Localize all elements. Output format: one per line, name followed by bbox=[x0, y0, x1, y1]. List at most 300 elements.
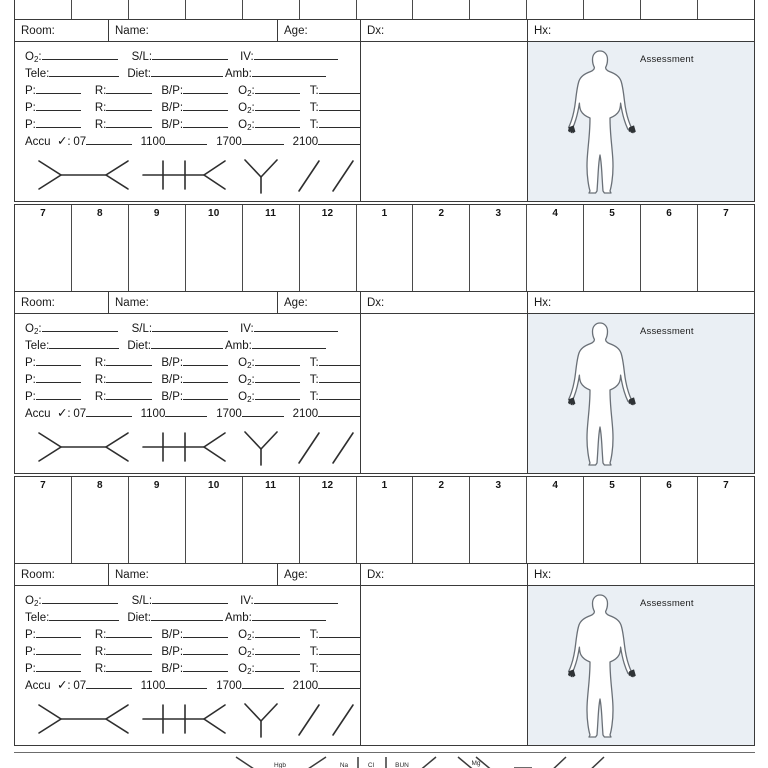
write-in-rule[interactable] bbox=[151, 337, 223, 349]
body-figure-wrap-1 bbox=[562, 48, 638, 201]
write-in-rule[interactable] bbox=[183, 626, 228, 638]
write-in-rule[interactable] bbox=[152, 320, 228, 332]
assessment-label-2: Assessment bbox=[640, 326, 694, 337]
bmp-fishbone-right bbox=[204, 161, 225, 189]
field-dx[interactable] bbox=[361, 292, 528, 313]
vitals-line-2 bbox=[25, 65, 360, 82]
vitals-signs-row-2 bbox=[25, 371, 360, 388]
vitals-block bbox=[15, 314, 360, 467]
hour-label: 5 bbox=[609, 208, 616, 219]
write-in-rule[interactable] bbox=[319, 99, 360, 111]
hour-grid-1 bbox=[14, 204, 755, 292]
vs-label-BP-row3: B/P: bbox=[161, 119, 184, 131]
vs-label-P-row3: P: bbox=[25, 119, 36, 131]
accu-colon: : bbox=[67, 408, 71, 420]
field-label-age: Age: bbox=[284, 568, 308, 581]
hour-cell-3-8[interactable] bbox=[470, 0, 527, 19]
slash-2 bbox=[333, 433, 353, 463]
hour-label: 7 bbox=[40, 208, 46, 219]
hour-label: 7 bbox=[723, 208, 729, 219]
vs-label-T-row3: T: bbox=[309, 119, 319, 131]
hour-cell-5-10[interactable] bbox=[584, 477, 641, 563]
write-in-rule[interactable] bbox=[36, 116, 81, 128]
accu-time-2100: 2100 bbox=[292, 408, 319, 420]
slash-1 bbox=[299, 161, 319, 191]
write-in-rule[interactable] bbox=[242, 133, 284, 145]
hour-cell-6-11[interactable] bbox=[641, 205, 698, 291]
label-O-vitals-line-1: $O_2$: bbox=[25, 595, 42, 608]
hour-cell-4-9[interactable] bbox=[527, 205, 584, 291]
vitals-block bbox=[15, 586, 360, 739]
patient-header-row bbox=[14, 564, 755, 586]
accu-time-07: 07 bbox=[73, 136, 87, 148]
accu-time-1100: 1100 bbox=[140, 680, 166, 692]
lab-fishbone-strip bbox=[25, 699, 360, 739]
vs-label-R-row3: R: bbox=[94, 391, 107, 403]
write-in-rule[interactable] bbox=[36, 626, 81, 638]
hour-label: 4 bbox=[552, 480, 559, 491]
write-in-rule[interactable] bbox=[106, 354, 151, 366]
vs-label-T-row1: T: bbox=[309, 629, 319, 641]
label-IV-vitals-line-1: IV: bbox=[240, 323, 254, 335]
hour-grid bbox=[14, 0, 755, 20]
hour-cell-6-11[interactable] bbox=[641, 0, 698, 19]
field-label-name: Name: bbox=[115, 296, 149, 309]
hour-label: 2 bbox=[438, 480, 445, 491]
field-label-hx: Hx: bbox=[534, 296, 552, 309]
vitals-signs-row-2 bbox=[25, 99, 360, 116]
write-in-rule[interactable] bbox=[183, 354, 228, 366]
cbc-arm-upper-right bbox=[308, 757, 326, 768]
accu-label: Accu bbox=[25, 136, 51, 148]
bottom-lab-strip bbox=[14, 752, 755, 768]
hour-cell-1-6[interactable] bbox=[357, 205, 414, 291]
field-label-room: Room: bbox=[21, 568, 55, 581]
label-Amb-vitals-line-2: Amb: bbox=[224, 340, 252, 352]
vs-label-R-row2: R: bbox=[94, 646, 107, 658]
write-in-rule[interactable] bbox=[319, 626, 360, 638]
hour-cell-2-7[interactable] bbox=[413, 0, 470, 19]
write-in-rule[interactable] bbox=[165, 677, 207, 689]
accu-label: Accu bbox=[25, 680, 51, 692]
write-in-rule[interactable] bbox=[255, 371, 300, 383]
vs-label-BP-row3: B/P: bbox=[161, 391, 184, 403]
coag-y-arms bbox=[245, 432, 277, 449]
write-in-rule[interactable] bbox=[36, 371, 81, 383]
assessment-label-3: Assessment bbox=[640, 598, 694, 609]
label-bun: BUN bbox=[395, 762, 409, 768]
label-SL-vitals-line-1: S/L: bbox=[131, 323, 153, 335]
hour-cell-12-5[interactable] bbox=[300, 0, 357, 19]
field-label-dx: Dx: bbox=[367, 296, 385, 309]
body-silhouette bbox=[569, 595, 632, 737]
accu-time-1700: 1700 bbox=[216, 680, 242, 692]
vs-label-O2-row1: $O_2$: bbox=[238, 629, 255, 642]
field-dx[interactable] bbox=[361, 564, 528, 585]
bmp-fishbone-right bbox=[204, 433, 225, 461]
dx-notes-area-1[interactable] bbox=[361, 42, 528, 201]
write-in-rule[interactable] bbox=[106, 626, 151, 638]
hour-cell-9-2[interactable] bbox=[129, 477, 186, 563]
check-icon: ✓ bbox=[56, 406, 68, 420]
write-in-rule[interactable] bbox=[319, 371, 360, 383]
hour-cell-3-8[interactable] bbox=[470, 205, 527, 291]
hour-label: 12 bbox=[321, 208, 334, 219]
hour-label: 9 bbox=[153, 480, 160, 491]
vs-label-T-row2: T: bbox=[309, 374, 319, 386]
hour-label: 10 bbox=[207, 480, 220, 491]
subscript: 2 bbox=[247, 361, 252, 370]
subscript: 2 bbox=[247, 395, 252, 404]
write-in-rule[interactable] bbox=[255, 354, 300, 366]
hour-cell-10-3[interactable] bbox=[186, 0, 243, 19]
vitals-signs-row-1 bbox=[25, 626, 360, 643]
write-in-rule[interactable] bbox=[255, 643, 300, 655]
vs-label-P-row3: P: bbox=[25, 391, 36, 403]
accu-check-line bbox=[25, 133, 360, 150]
bun-slash bbox=[418, 757, 436, 768]
vs-label-P-row2: P: bbox=[25, 102, 36, 114]
vs-label-R-row2: R: bbox=[94, 374, 107, 386]
write-in-rule[interactable] bbox=[49, 609, 119, 621]
write-in-rule[interactable] bbox=[151, 65, 223, 77]
assessment-area-1[interactable] bbox=[528, 42, 754, 201]
vs-label-O2-row1: $O_2$: bbox=[238, 85, 255, 98]
write-in-rule[interactable] bbox=[318, 677, 360, 689]
patient-block-2 bbox=[14, 292, 755, 474]
write-in-rule[interactable] bbox=[86, 133, 131, 145]
write-in-rule[interactable] bbox=[36, 99, 81, 111]
write-in-rule[interactable] bbox=[106, 82, 151, 94]
vs-label-O2-row2: $O_2$: bbox=[238, 646, 255, 659]
hour-cell-10-3[interactable] bbox=[186, 477, 243, 563]
write-in-rule[interactable] bbox=[319, 354, 360, 366]
label-Tele-vitals-line-2: Tele: bbox=[25, 612, 50, 624]
hour-cell-11-4[interactable] bbox=[243, 205, 300, 291]
write-in-rule[interactable] bbox=[183, 99, 228, 111]
hour-cell-7-12[interactable] bbox=[698, 205, 754, 291]
label-na: Na bbox=[339, 762, 349, 768]
write-in-rule[interactable] bbox=[183, 388, 228, 400]
field-room[interactable] bbox=[15, 20, 109, 41]
hour-cell-7-0[interactable] bbox=[15, 205, 72, 291]
hour-label: 12 bbox=[321, 480, 334, 491]
write-in-rule[interactable] bbox=[242, 677, 284, 689]
write-in-rule[interactable] bbox=[254, 592, 338, 604]
hour-cell-12-5[interactable] bbox=[300, 205, 357, 291]
subscript: 2 bbox=[247, 633, 252, 642]
vs-label-BP-row1: B/P: bbox=[161, 85, 184, 97]
lab-fishbone-strip bbox=[25, 155, 360, 195]
write-in-rule[interactable] bbox=[106, 643, 151, 655]
lab-fishbone-group[interactable] bbox=[33, 699, 365, 739]
check-icon: ✓ bbox=[56, 134, 68, 148]
hour-cell-3-8[interactable] bbox=[470, 477, 527, 563]
cbc-fishbone-right bbox=[106, 161, 128, 189]
vitals-column-1 bbox=[15, 42, 361, 201]
write-in-rule[interactable] bbox=[42, 592, 118, 604]
patient-body-row-1 bbox=[14, 42, 755, 202]
patient-header-row bbox=[14, 20, 755, 42]
vs-label-BP-row2: B/P: bbox=[161, 374, 184, 386]
field-label-age: Age: bbox=[284, 296, 308, 309]
hour-cell-7-12[interactable] bbox=[698, 0, 754, 19]
cbc-fishbone-left bbox=[39, 433, 61, 461]
slash-a bbox=[548, 757, 566, 768]
accu-time-1100: 1100 bbox=[140, 136, 166, 148]
write-in-rule[interactable] bbox=[183, 82, 228, 94]
write-in-rule[interactable] bbox=[319, 643, 360, 655]
label-Diet-vitals-line-2: Diet: bbox=[127, 340, 151, 352]
field-label-dx: Dx: bbox=[367, 568, 385, 581]
hour-cell-7-0[interactable] bbox=[15, 0, 72, 19]
vitals-column-3 bbox=[15, 586, 361, 745]
subscript: 2 bbox=[33, 327, 39, 336]
field-label-room: Room: bbox=[21, 24, 55, 37]
assessment-area-3[interactable] bbox=[528, 586, 754, 745]
vitals-line-1 bbox=[25, 48, 360, 65]
vitals-line-1 bbox=[25, 592, 360, 609]
write-in-rule[interactable] bbox=[318, 133, 360, 145]
write-in-rule[interactable] bbox=[252, 609, 326, 621]
vitals-line-1 bbox=[25, 320, 360, 337]
vs-label-O2-row1: $O_2$: bbox=[238, 357, 255, 370]
vs-label-R-row1: R: bbox=[94, 629, 107, 641]
hour-cell-5-10[interactable] bbox=[584, 205, 641, 291]
hour-cell-9-2[interactable] bbox=[129, 0, 186, 19]
write-in-rule[interactable] bbox=[36, 354, 81, 366]
lab-fishbone-group[interactable] bbox=[33, 155, 365, 195]
hour-label: 6 bbox=[666, 480, 672, 491]
write-in-rule[interactable] bbox=[152, 592, 228, 604]
dx-notes-area-2[interactable] bbox=[361, 314, 528, 473]
label-Amb-vitals-line-2: Amb: bbox=[224, 68, 252, 80]
vs-label-O2-row3: $O_2$: bbox=[238, 663, 255, 676]
accu-colon: : bbox=[67, 136, 71, 148]
accu-time-1700: 1700 bbox=[216, 408, 242, 420]
slash-1 bbox=[299, 705, 319, 735]
vitals-block bbox=[15, 42, 360, 195]
lab-fishbone-group[interactable] bbox=[33, 427, 365, 467]
vs-label-O2-row2: $O_2$: bbox=[238, 102, 255, 115]
bmp-fishbone-right bbox=[204, 705, 225, 733]
hour-cell-11-4[interactable] bbox=[243, 477, 300, 563]
field-age[interactable] bbox=[278, 20, 361, 41]
field-name[interactable] bbox=[109, 20, 278, 41]
hour-label: 11 bbox=[265, 208, 277, 219]
vs-label-BP-row2: B/P: bbox=[161, 102, 184, 114]
hour-label: 3 bbox=[495, 480, 502, 491]
subscript: 2 bbox=[33, 55, 39, 64]
field-label-name: Name: bbox=[115, 24, 149, 37]
write-in-rule[interactable] bbox=[254, 320, 338, 332]
hour-cell-8-1[interactable] bbox=[72, 477, 129, 563]
write-in-rule[interactable] bbox=[106, 371, 151, 383]
write-in-rule[interactable] bbox=[86, 677, 131, 689]
hour-cell-4-9[interactable] bbox=[527, 477, 584, 563]
write-in-rule[interactable] bbox=[49, 65, 119, 77]
hour-label: 5 bbox=[609, 480, 616, 491]
write-in-rule[interactable] bbox=[319, 82, 360, 94]
write-in-rule[interactable] bbox=[36, 82, 81, 94]
body-figure-wrap-3 bbox=[562, 592, 638, 745]
hour-cell-6-11[interactable] bbox=[641, 477, 698, 563]
write-in-rule[interactable] bbox=[86, 405, 131, 417]
field-label-room: Room: bbox=[21, 296, 55, 309]
field-name[interactable] bbox=[109, 564, 278, 585]
write-in-rule[interactable] bbox=[42, 320, 118, 332]
write-in-rule[interactable] bbox=[36, 660, 81, 672]
human-body-outline-icon bbox=[562, 592, 638, 740]
subscript: 2 bbox=[247, 106, 252, 115]
patient-block-3 bbox=[14, 564, 755, 746]
hour-cell-12-5[interactable] bbox=[300, 477, 357, 563]
assessment-area-2[interactable] bbox=[528, 314, 754, 473]
slash-b bbox=[586, 757, 604, 768]
accu-check-line bbox=[25, 677, 360, 694]
field-hx[interactable] bbox=[528, 292, 754, 313]
hour-cell-1-6[interactable] bbox=[357, 0, 414, 19]
write-in-rule[interactable] bbox=[252, 337, 326, 349]
vs-label-R-row3: R: bbox=[94, 663, 107, 675]
bottom-fishbone-svg bbox=[14, 752, 755, 768]
write-in-rule[interactable] bbox=[151, 609, 223, 621]
write-in-rule[interactable] bbox=[106, 99, 151, 111]
hour-cell-1-6[interactable] bbox=[357, 477, 414, 563]
hour-grid bbox=[14, 204, 755, 292]
write-in-rule[interactable] bbox=[152, 48, 228, 60]
hour-label: 7 bbox=[40, 480, 46, 491]
field-label-age: Age: bbox=[284, 24, 308, 37]
write-in-rule[interactable] bbox=[106, 116, 151, 128]
vs-label-O2-row3: $O_2$: bbox=[238, 391, 255, 404]
accu-colon: : bbox=[67, 680, 71, 692]
hour-cell-8-1[interactable] bbox=[72, 205, 129, 291]
write-in-rule[interactable] bbox=[106, 388, 151, 400]
write-in-rule[interactable] bbox=[254, 48, 338, 60]
write-in-rule[interactable] bbox=[255, 82, 300, 94]
vitals-signs-row-3 bbox=[25, 388, 360, 405]
vitals-signs-row-3 bbox=[25, 116, 360, 133]
hour-cell-10-3[interactable] bbox=[186, 205, 243, 291]
write-in-rule[interactable] bbox=[36, 643, 81, 655]
vs-label-BP-row1: B/P: bbox=[161, 629, 184, 641]
field-room[interactable] bbox=[15, 292, 109, 313]
write-in-rule[interactable] bbox=[42, 48, 118, 60]
hour-cell-8-1[interactable] bbox=[72, 0, 129, 19]
body-silhouette bbox=[569, 51, 632, 193]
vs-label-T-row2: T: bbox=[309, 646, 319, 658]
dx-notes-area-3[interactable] bbox=[361, 586, 528, 745]
label-Diet-vitals-line-2: Diet: bbox=[127, 68, 151, 80]
write-in-rule[interactable] bbox=[252, 65, 326, 77]
vs-label-R-row1: R: bbox=[94, 85, 107, 97]
write-in-rule[interactable] bbox=[183, 643, 228, 655]
vitals-line-2 bbox=[25, 609, 360, 626]
patient-header-row bbox=[14, 292, 755, 314]
hour-label: 10 bbox=[207, 208, 220, 219]
field-name[interactable] bbox=[109, 292, 278, 313]
field-label-hx: Hx: bbox=[534, 24, 552, 37]
cbc-fishbone-left bbox=[39, 705, 61, 733]
field-age[interactable] bbox=[278, 292, 361, 313]
hour-label: 7 bbox=[723, 480, 729, 491]
subscript: 2 bbox=[247, 650, 252, 659]
human-body-outline-icon bbox=[562, 48, 638, 196]
hour-cell-5-10[interactable] bbox=[584, 0, 641, 19]
accu-time-07: 07 bbox=[73, 408, 87, 420]
write-in-rule[interactable] bbox=[255, 388, 300, 400]
write-in-rule[interactable] bbox=[319, 660, 360, 672]
hour-cell-2-7[interactable] bbox=[413, 477, 470, 563]
field-hx[interactable] bbox=[528, 564, 754, 585]
vs-label-T-row2: T: bbox=[309, 102, 319, 114]
hour-label: 1 bbox=[381, 480, 388, 491]
vs-label-BP-row1: B/P: bbox=[161, 357, 184, 369]
write-in-rule[interactable] bbox=[183, 660, 228, 672]
hour-cell-4-9[interactable] bbox=[527, 0, 584, 19]
field-dx[interactable] bbox=[361, 20, 528, 41]
vs-label-P-row1: P: bbox=[25, 629, 36, 641]
vs-label-T-row1: T: bbox=[309, 85, 319, 97]
body-silhouette bbox=[569, 323, 632, 465]
hour-label: 6 bbox=[666, 208, 672, 219]
write-in-rule[interactable] bbox=[36, 388, 81, 400]
hour-cell-9-2[interactable] bbox=[129, 205, 186, 291]
label-SL-vitals-line-1: S/L: bbox=[131, 51, 153, 63]
label-hgb: Hgb bbox=[274, 762, 286, 768]
field-hx[interactable] bbox=[528, 20, 754, 41]
label-IV-vitals-line-1: IV: bbox=[240, 595, 254, 607]
accu-time-2100: 2100 bbox=[292, 136, 319, 148]
vs-label-P-row2: P: bbox=[25, 646, 36, 658]
hour-cell-11-4[interactable] bbox=[243, 0, 300, 19]
write-in-rule[interactable] bbox=[318, 405, 360, 417]
vs-label-P-row3: P: bbox=[25, 663, 36, 675]
hour-cell-2-7[interactable] bbox=[413, 205, 470, 291]
hour-label: 9 bbox=[153, 208, 160, 219]
accu-check-line bbox=[25, 405, 360, 422]
field-label-dx: Dx: bbox=[367, 24, 385, 37]
hour-cell-7-0[interactable] bbox=[15, 477, 72, 563]
write-in-rule[interactable] bbox=[183, 371, 228, 383]
accu-time-07: 07 bbox=[73, 680, 87, 692]
field-room[interactable] bbox=[15, 564, 109, 585]
write-in-rule[interactable] bbox=[165, 133, 207, 145]
vitals-line-2 bbox=[25, 337, 360, 354]
write-in-rule[interactable] bbox=[255, 116, 300, 128]
vitals-signs-row-2 bbox=[25, 643, 360, 660]
field-label-hx: Hx: bbox=[534, 568, 552, 581]
write-in-rule[interactable] bbox=[319, 388, 360, 400]
write-in-rule[interactable] bbox=[242, 405, 284, 417]
hour-cell-7-12[interactable] bbox=[698, 477, 754, 563]
write-in-rule[interactable] bbox=[255, 660, 300, 672]
write-in-rule[interactable] bbox=[183, 116, 228, 128]
label-O-vitals-line-1: $O_2$: bbox=[25, 323, 42, 336]
write-in-rule[interactable] bbox=[106, 660, 151, 672]
write-in-rule[interactable] bbox=[165, 405, 207, 417]
field-age[interactable] bbox=[278, 564, 361, 585]
write-in-rule[interactable] bbox=[319, 116, 360, 128]
write-in-rule[interactable] bbox=[255, 99, 300, 111]
vitals-signs-row-1 bbox=[25, 82, 360, 99]
write-in-rule[interactable] bbox=[49, 337, 119, 349]
accu-time-1700: 1700 bbox=[216, 136, 242, 148]
hour-grid-2 bbox=[14, 476, 755, 564]
write-in-rule[interactable] bbox=[255, 626, 300, 638]
vs-label-BP-row3: B/P: bbox=[161, 663, 184, 675]
